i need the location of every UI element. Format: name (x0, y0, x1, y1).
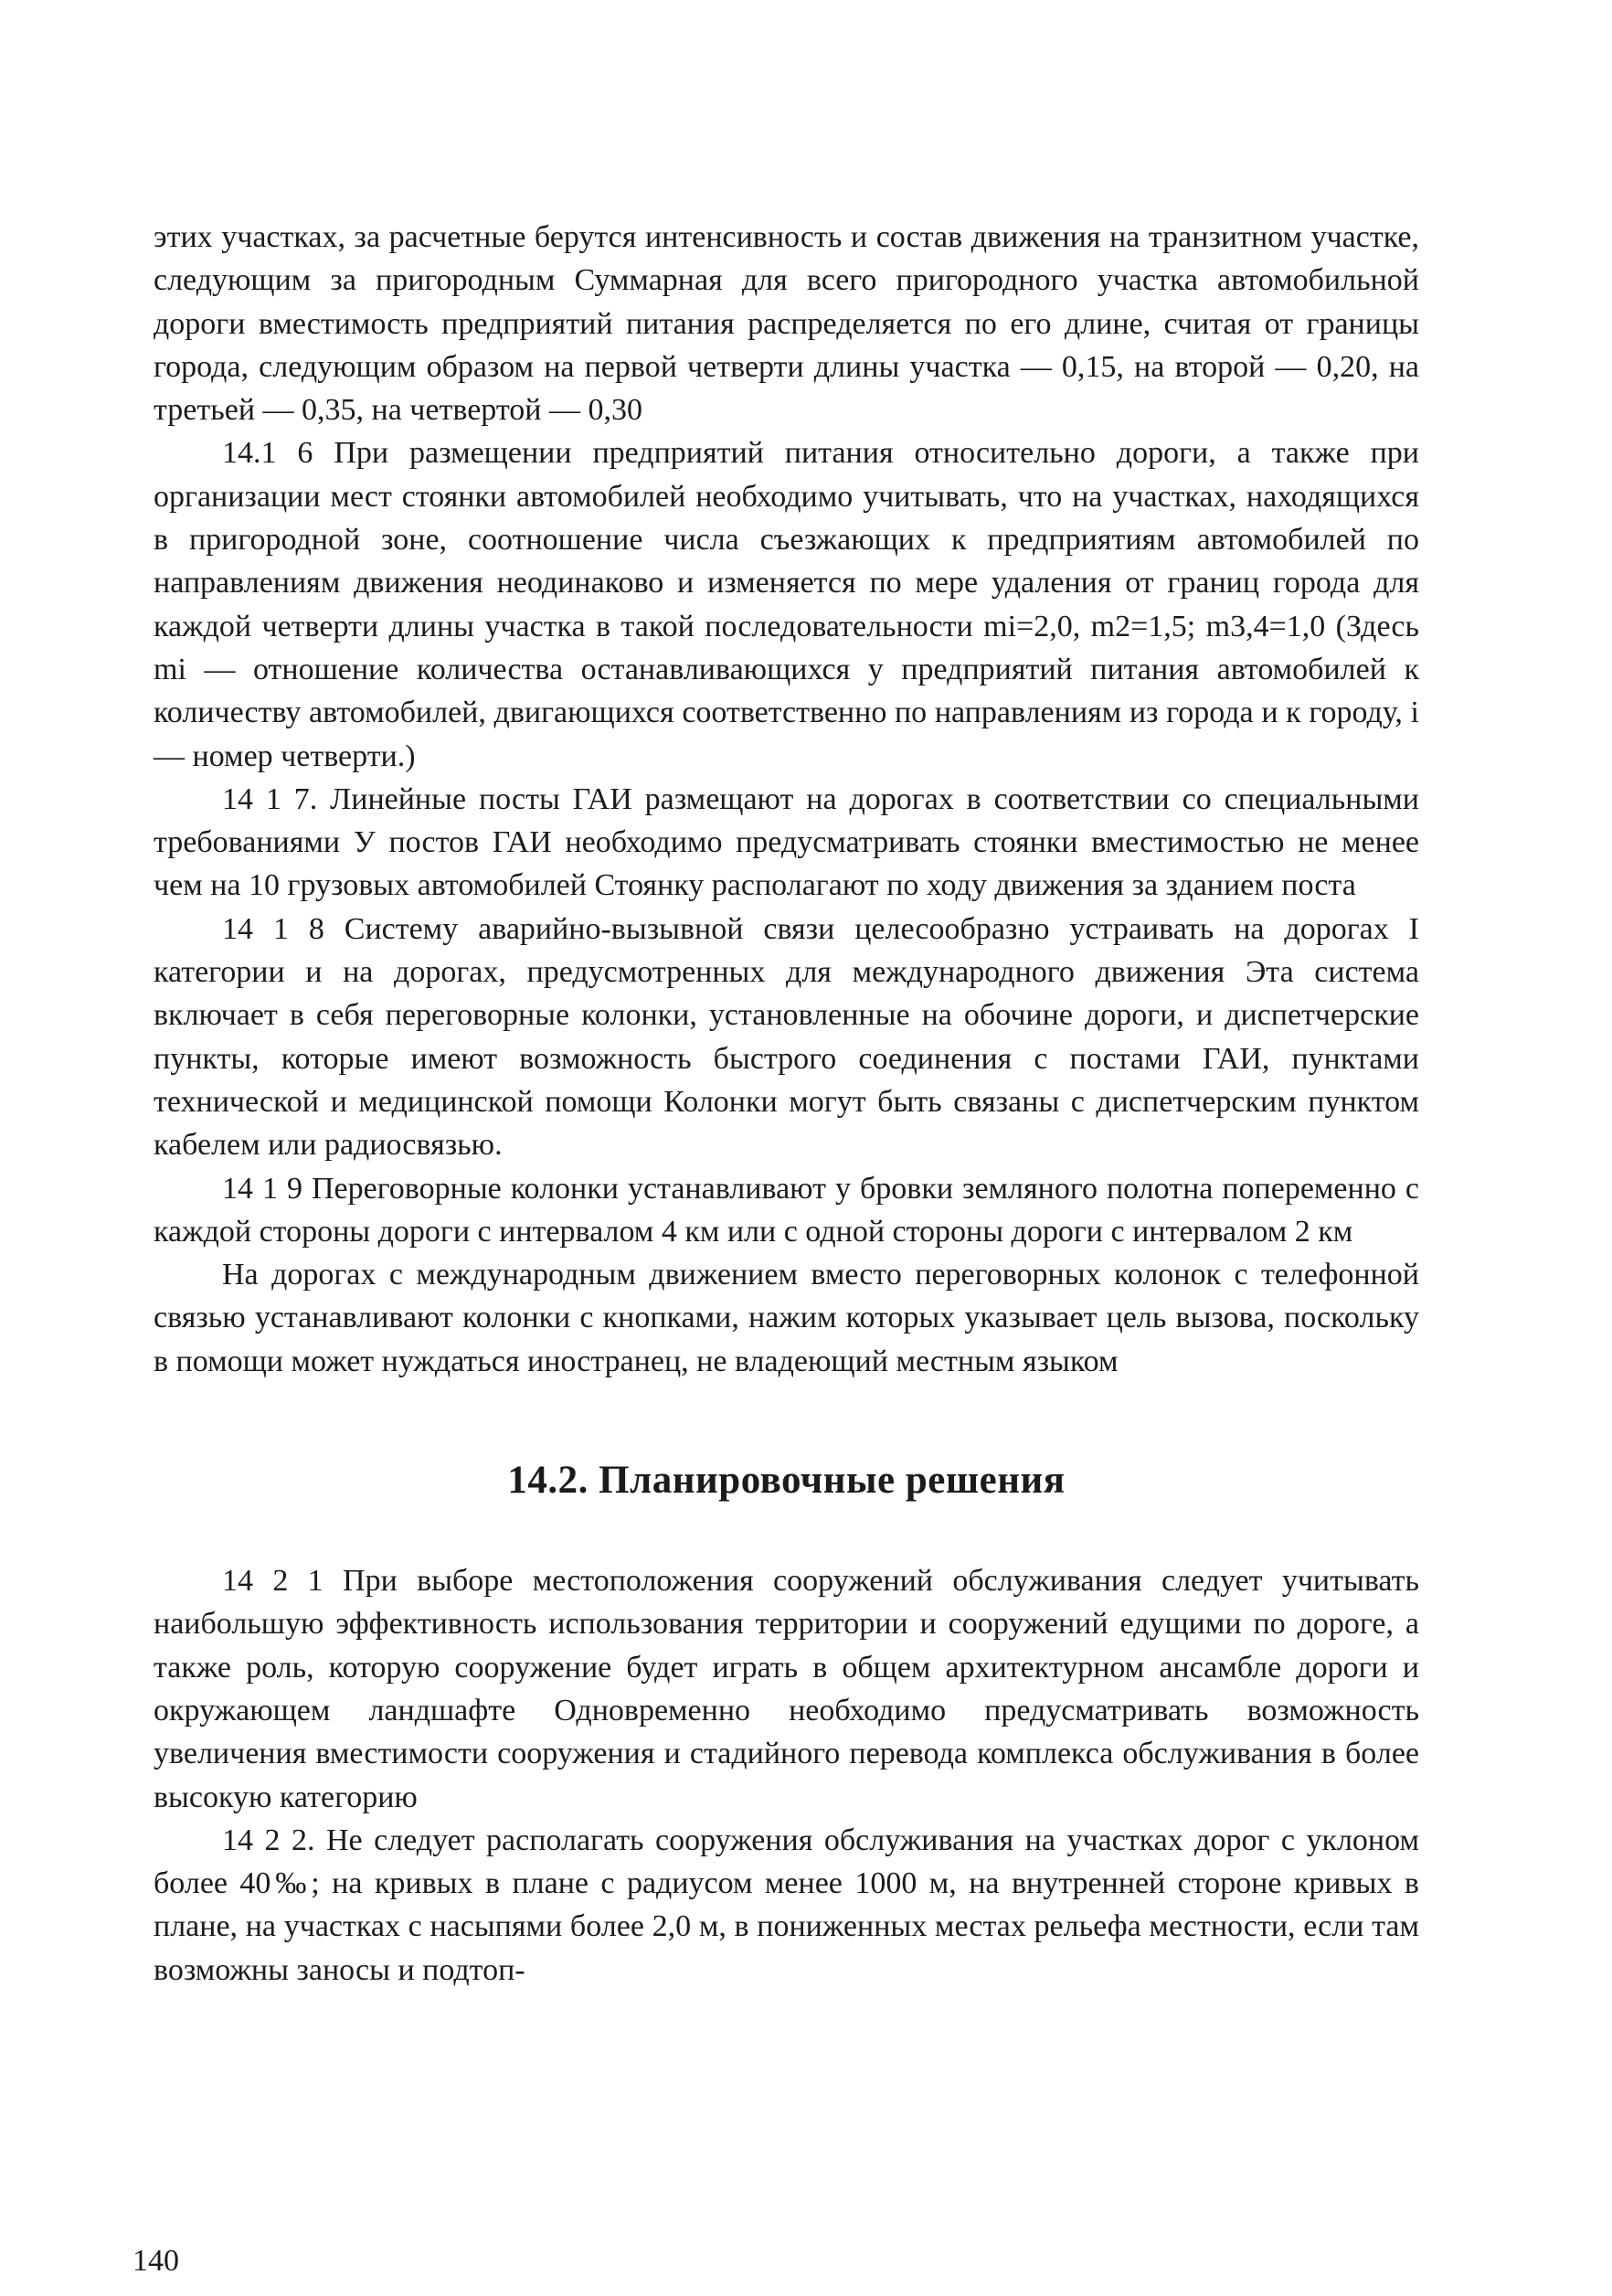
paragraph-14-1-9: 14 1 9 Переговорные колонки устанавливают у бровки земляного полотна попеременно с каждой стороны дороги с интервалом 4 км или с одной стороны дороги с интервалом 2 км (154, 1171, 1419, 1249)
paragraph-14-1-6: 14.1 6 При размещении предприятий питания относительно дороги, а также при организации мест стоянки автомобилей необходимо учитывать, что на участках, находящихся в пригородной зоне, соотношение числа съезжающих к предприятиям автомобилей по направлениям движения неодинаково и изменяется по мере удаления от границ города для каждой четверти длины участка в такой последовательности mi=2,0, m2=1,5; m3,4=1,0 (Здесь mi — отношение количества останавливающихся у предприятий питания автомобилей к количеству автомобилей, двигающихся соответственно по направлениям из города и к городу, i — номер четверти.) (154, 436, 1419, 773)
paragraph-14-2-1: 14 2 1 При выборе местоположения сооружений обслуживания следует учитывать наибольшую эффективность использования территории и сооружений едущими по дороге, а также роль, которую сооружение будет играть в общем архитектурном ансамбле дороги и окружающем ландшафте Одновременно необходимо предусматривать возможность увеличения вместимости сооружения и стадийного перевода комплекса обслуживания в более высокую категорию (154, 1564, 1419, 1814)
section-heading: 14.2. Планировочные решения (507, 1459, 1066, 1503)
paragraph-international-roads: На дорогах с международным движением вместо переговорных колонок с телефонной связью устанавливают колонки с кнопками, нажим которых указывает цель вызова, поскольку в помощи может нуждаться иностранец, не владеющий местным языком (154, 1258, 1419, 1378)
page-number: 140 (133, 2244, 179, 2278)
paragraph-14-1-8: 14 1 8 Систему аварийно-вызывной связи целесообразно устраивать на дорогах I категории и на дорогах, предусмотренных для международного движения Эта система включает в себя переговорные колонки, установленные на обочине дороги, и диспетчерские пункты, которые имеют возможность быстрого соединения с постами ГАИ, пунктами технической и медицинской помощи Колонки могут быть связаны с диспетчерским пунктом кабелем или радиосвязью. (154, 911, 1419, 1163)
paragraph-14-2-2: 14 2 2. Не следует располагать сооружения обслуживания на участках дорог с уклоном более 40‰; на кривых в плане с радиусом менее 1000 м, на внутренней стороне кривых в плане, на участках с насыпями более 2,0 м, в пониженных местах рельефа местности, если там возможны заносы и подтоп- (154, 1823, 1419, 1987)
paragraph-14-1-7: 14 1 7. Линейные посты ГАИ размещают на дорогах в соответствии со специальными требованиями У постов ГАИ необходимо предусматривать стоянки вместимостью не менее чем на 10 грузовых автомобилей Стоянку располагают по ходу движения за зданием поста (154, 781, 1419, 903)
paragraph-continuation: этих участках, за расчетные берутся интенсивность и состав движения на транзитном участке, следующим за пригородным Суммарная для всего пригородного участка автомобильной дороги вместимость предприятий питания распределяется по его длине, считая от границы города, следующим образом на первой четверти длины участка — 0,15, на второй — 0,20, на третьей — 0,35, на четвертой — 0,30 (154, 220, 1419, 428)
page-body (154, 216, 1419, 1992)
